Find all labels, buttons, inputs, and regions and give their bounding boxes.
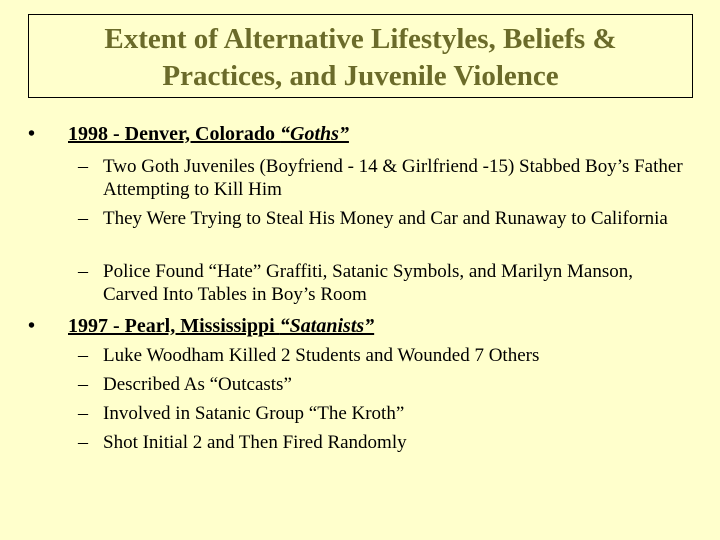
list-item: Two Goth Juveniles (Boyfriend - 14 & Girlfriend -15) Stabbed Boy’s Father Attempting to Kill Him: [103, 156, 683, 200]
list-item: Involved in Satanic Group “The Kroth”: [103, 403, 405, 424]
dash-marker: –: [78, 207, 88, 229]
section-heading-pearl: [68, 315, 374, 338]
list-item: Luke Woodham Killed 2 Students and Wounded 7 Others: [103, 345, 540, 366]
bullet-marker: •: [28, 315, 36, 337]
dash-marker: –: [78, 344, 88, 366]
slide-title-line-2: Practices, and Juvenile Violence: [162, 60, 559, 92]
list-item: They Were Trying to Steal His Money and Car and Runaway to California: [103, 208, 668, 229]
section-heading-denver: [68, 123, 349, 146]
section-heading-text: 1998 - Denver, Colorado: [68, 123, 281, 145]
slide-title-line-1: Extent of Alternative Lifestyles, Beliefs &: [104, 23, 617, 55]
dash-marker: –: [78, 260, 88, 282]
slide-title-box: [28, 14, 693, 98]
dash-marker: –: [78, 431, 88, 453]
list-item: Police Found “Hate” Graffiti, Satanic Symbols, and Marilyn Manson, Carved Into Tables in Boy’s Room: [103, 261, 633, 305]
section-heading-emphasis: “Satanists”: [279, 315, 375, 337]
section-heading-emphasis: “Goths”: [280, 123, 349, 145]
bullet-marker: •: [28, 123, 36, 145]
list-item: Shot Initial 2 and Then Fired Randomly: [103, 432, 407, 453]
dash-marker: –: [78, 402, 88, 424]
section-heading-text: 1997 - Pearl, Mississippi: [68, 315, 280, 337]
dash-marker: –: [78, 155, 88, 177]
list-item: Described As “Outcasts”: [103, 374, 292, 395]
dash-marker: –: [78, 373, 88, 395]
